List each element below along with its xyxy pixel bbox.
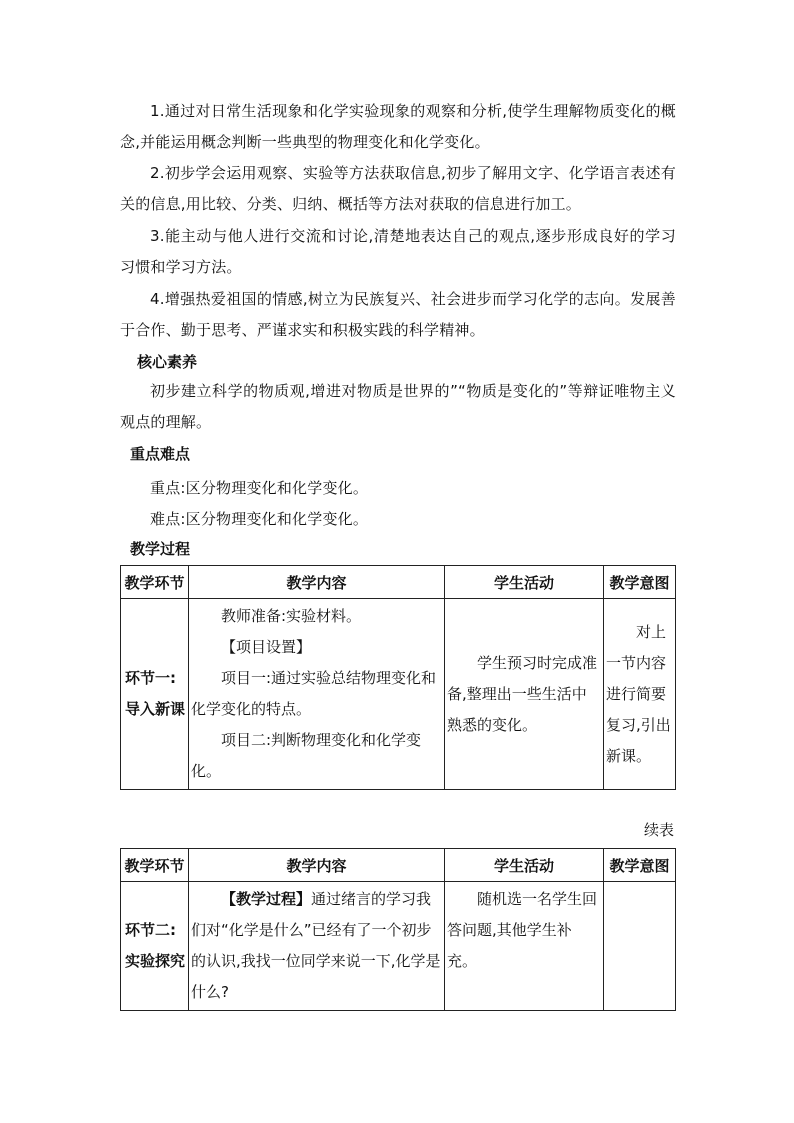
core-literacy-heading: 核心素养 — [137, 353, 198, 371]
content-rest: 通过绪言的学习我们对“化学是什么”已经有了一个初步的认识,我找一位同学来说一下,化学是什么? — [191, 890, 441, 1001]
activity-cell — [445, 882, 604, 1011]
content-line: 【项目设置】 — [221, 638, 312, 656]
header-intent: 教学意图 — [604, 849, 676, 882]
objective-4: 4.增强热爱祖国的情感,树立为民族复兴、社会进步而学习化学的志向。发展善于合作、勤于思考、严谨求实和积极实践的科学精神。 — [120, 290, 676, 339]
header-stage: 教学环节 — [121, 849, 189, 882]
objective-2: 2.初步学会运用观察、实验等方法获取信息,初步了解用文字、化学语言表述有关的信息,用比较、分类、归纳、概括等方法对获取的信息进行加工。 — [120, 164, 676, 213]
stage-cell: 环节一:导入新课 — [121, 599, 189, 790]
header-content: 教学内容 — [189, 849, 445, 882]
intent-cell — [604, 882, 676, 1011]
key-points-heading: 重点难点 — [130, 445, 191, 463]
key-point-text: 重点:区分物理变化和化学变化。 — [150, 479, 369, 497]
header-intent: 教学意图 — [604, 566, 676, 599]
content-cell — [189, 882, 445, 1011]
stage-cell: 环节二:实验探究 — [121, 882, 189, 1011]
intent-text: 对上一节内容进行简要复习,引出新课。 — [606, 622, 671, 765]
content-bold-label: 【教学过程】 — [221, 890, 312, 908]
process-table-continued — [120, 848, 676, 1011]
process-table — [120, 565, 676, 790]
table-header-row — [121, 566, 676, 599]
table-row — [121, 882, 676, 1011]
content-text — [191, 884, 442, 1008]
header-content: 教学内容 — [189, 566, 445, 599]
activity-cell — [445, 599, 604, 790]
table-header-row — [121, 849, 676, 882]
core-literacy-text: 初步建立科学的物质观,增进对物质是世界的”“物质是变化的”等辩证唯物主义观点的理解。 — [120, 382, 676, 431]
objective-1: 1.通过对日常生活现象和化学实验现象的观察和分析,使学生理解物质变化的概念,并能运用概念判断一些典型的物理变化和化学变化。 — [120, 102, 676, 151]
activity-text: 学生预习时完成准备,整理出一些生活中熟悉的变化。 — [447, 653, 598, 734]
difficult-point-text: 难点:区分物理变化和化学变化。 — [150, 510, 369, 528]
intent-cell — [604, 599, 676, 790]
content-line: 教师准备:实验材料。 — [221, 607, 362, 625]
objective-3: 3.能主动与他人进行交流和讨论,清楚地表达自己的观点,逐步形成良好的学习习惯和学习方法。 — [120, 227, 676, 276]
header-activity: 学生活动 — [445, 849, 604, 882]
content-line: 项目一:通过实验总结物理变化和化学变化的特点。 — [191, 669, 437, 718]
content-cell — [189, 599, 445, 790]
header-activity: 学生活动 — [445, 566, 604, 599]
continued-label: 续表 — [643, 821, 674, 839]
activity-text: 随机选一名学生回答问题,其他学生补充。 — [447, 890, 598, 970]
table-row — [121, 599, 676, 790]
header-stage: 教学环节 — [121, 566, 189, 599]
content-line: 项目二:判断物理变化和化学变化。 — [191, 731, 422, 780]
process-heading: 教学过程 — [130, 540, 191, 558]
